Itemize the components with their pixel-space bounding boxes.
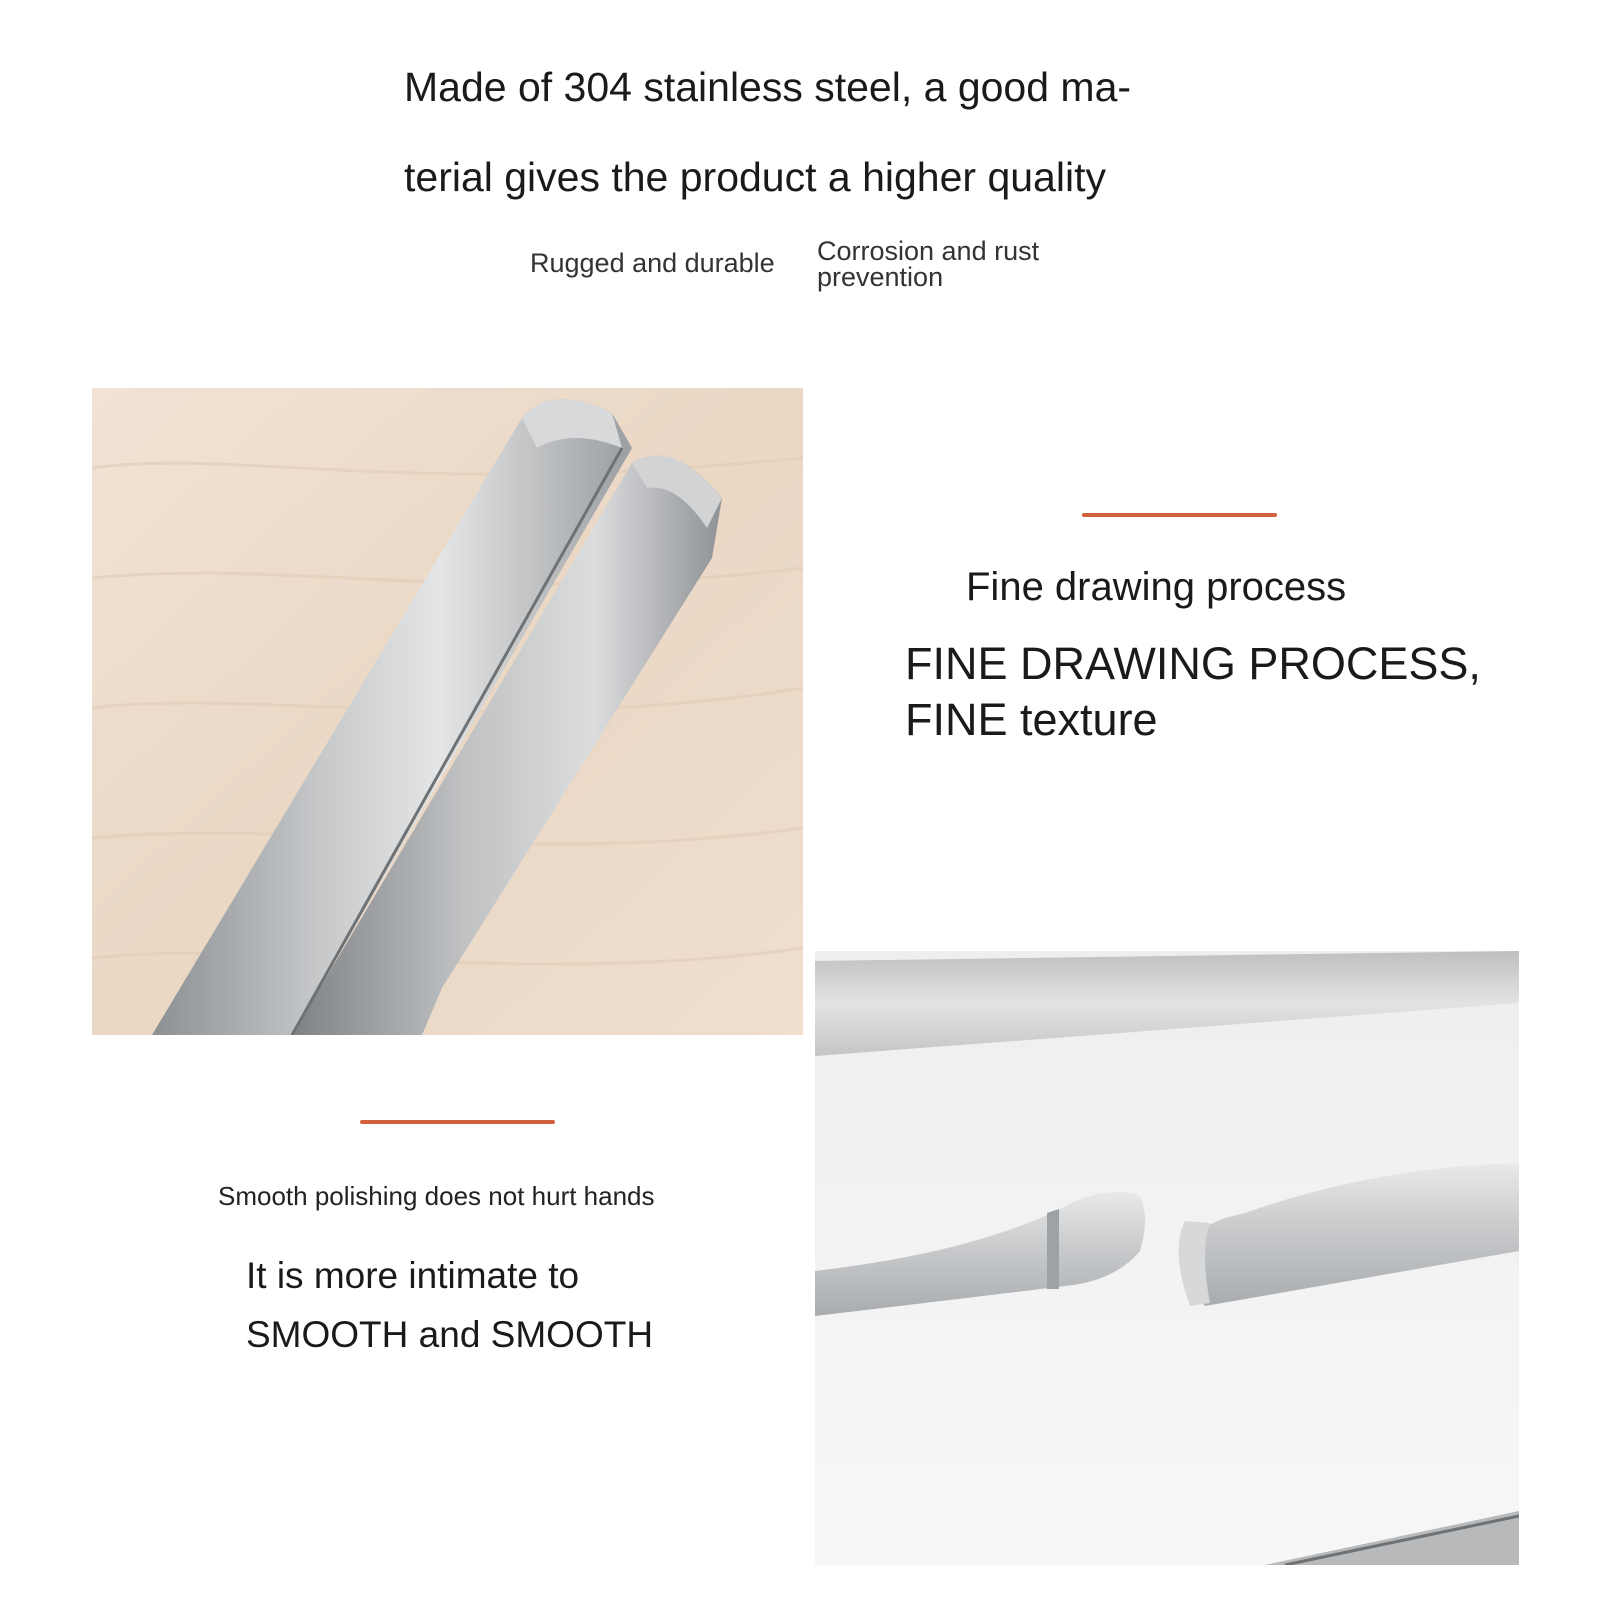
brushed-steel-tongs-photo (92, 388, 803, 1035)
polished-steel-tongs-photo (815, 951, 1519, 1565)
fine-drawing-description: FINE DRAWING PROCESS, FINE texture (905, 638, 1481, 745)
intro-heading-line-2: terial gives the product a higher quality (404, 154, 1106, 200)
fine-drawing-title: Fine drawing process (966, 565, 1347, 609)
smooth-polishing-description (246, 1246, 726, 1364)
feature-rugged-durable: Rugged and durable (530, 248, 775, 278)
intro-heading-line-1: Made of 304 stainless steel, a good ma- (404, 64, 1132, 110)
brushed-steel-tongs-image (92, 388, 803, 1035)
feature-corrosion-rust: Corrosion and rust prevention (817, 236, 1040, 292)
smooth-polishing-title: Smooth polishing does not hurt hands (218, 1181, 655, 1211)
smooth-description-line-1: It is more intimate to (246, 1255, 580, 1296)
accent-divider-fine (1082, 513, 1277, 517)
polished-steel-tongs-image (815, 951, 1519, 1565)
smooth-description-line-2: SMOOTH and SMOOTH (246, 1314, 654, 1355)
accent-divider-smooth (360, 1120, 555, 1124)
